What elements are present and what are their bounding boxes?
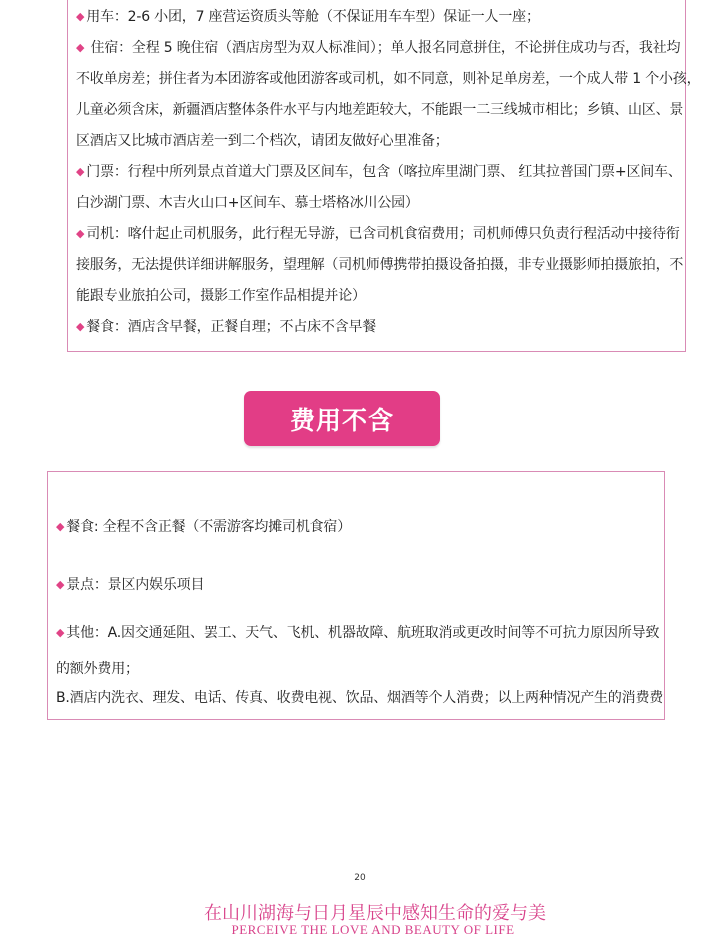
included-line	[76, 2, 677, 33]
fee-included-box	[67, 0, 701, 352]
included-line	[76, 95, 684, 126]
excluded-item	[56, 658, 139, 678]
diamond-bullet-icon: ◆	[56, 626, 65, 639]
page-number: 20	[354, 873, 366, 883]
excluded-title-text: 费用不含	[289, 405, 394, 435]
included-line	[76, 312, 677, 343]
included-text: 儿童必须含床，新疆酒店整体条件水平与内地差距较大，不能跟一二三线城市相比；乡镇、山区、景	[76, 102, 684, 118]
included-line	[76, 219, 680, 250]
included-line	[76, 281, 677, 312]
included-line	[76, 33, 681, 64]
diamond-bullet-icon: ◆	[56, 520, 65, 533]
included-line	[76, 188, 677, 219]
included-text: 能跟专业旅拍公司，摄影工作室作品相提并论）	[76, 288, 366, 304]
diamond-bullet-icon: ◆	[76, 165, 85, 178]
excluded-text: 餐食: 全程不含正餐（不需游客均摊司机食宿）	[66, 519, 352, 535]
included-line	[76, 126, 677, 157]
excluded-item	[56, 574, 204, 594]
included-text: 不收单房差；拼住者为本团游客或他团游客或司机，如不同意，则补足单房差，一个成人带 1 个小孩，	[76, 71, 701, 87]
included-text: 接服务，无法提供详细讲解服务，望理解（司机师傅携带拍摄设备拍摄，非专业摄影师拍摄旅拍，不	[76, 257, 684, 273]
diamond-bullet-icon: ◆	[76, 320, 85, 333]
included-line	[76, 157, 682, 188]
included-text: 司机：喀什起止司机服务，此行程无导游，已含司机食宿费用；司机师傅只负责行程活动中接待衔	[86, 226, 680, 242]
excluded-item	[56, 622, 659, 642]
included-text: 用车：2-6 小团，7 座营运资质头等舱（不保证用车车型）保证一人一座；	[86, 9, 540, 25]
excluded-text: 其他：A.因交通延阻、罢工、天气、飞机、机器故障、航班取消或更改时间等不可抗力原因所导致	[66, 625, 660, 641]
diamond-bullet-icon: ◆	[76, 227, 85, 240]
footer-slogan-cn: 在山川湖海与日月星辰中感知生命的爱与美	[204, 903, 546, 924]
diamond-bullet-icon: ◆	[76, 41, 85, 54]
included-text: 住宿：全程 5 晚住宿（酒店房型为双人标准间）；单人报名同意拼住，不论拼住成功与否，我社均	[86, 40, 681, 56]
excluded-section-title	[244, 391, 440, 446]
diamond-bullet-icon: ◆	[56, 578, 65, 591]
footer-slogan-en: PERCEIVE THE LOVE AND BEAUTY OF LIFE	[231, 922, 515, 937]
included-line	[76, 250, 684, 281]
included-line	[76, 64, 701, 95]
included-text: 餐食：酒店含早餐，正餐自理；不占床不含早餐	[86, 319, 377, 335]
excluded-item	[56, 687, 663, 707]
excluded-text: 的额外费用；	[56, 661, 139, 677]
included-text: 门票：行程中所列景点首道大门票及区间车，包含（喀拉库里湖门票、 红其拉普国门票+区间车、	[86, 164, 682, 180]
fee-excluded-box	[47, 471, 665, 720]
diamond-bullet-icon: ◆	[76, 10, 85, 23]
excluded-item	[56, 516, 351, 536]
included-text: 区酒店又比城市酒店差一到二个档次，请团友做好心里准备；	[76, 133, 449, 149]
excluded-text: B.酒店内洗衣、理发、电话、传真、收费电视、饮品、烟酒等个人消费；以上两种情况产生的消费费	[56, 690, 664, 706]
excluded-text: 景点：景区内娱乐项目	[66, 577, 205, 593]
included-text: 白沙湖门票、木吉火山口+区间车、慕士塔格冰川公园）	[76, 195, 419, 211]
